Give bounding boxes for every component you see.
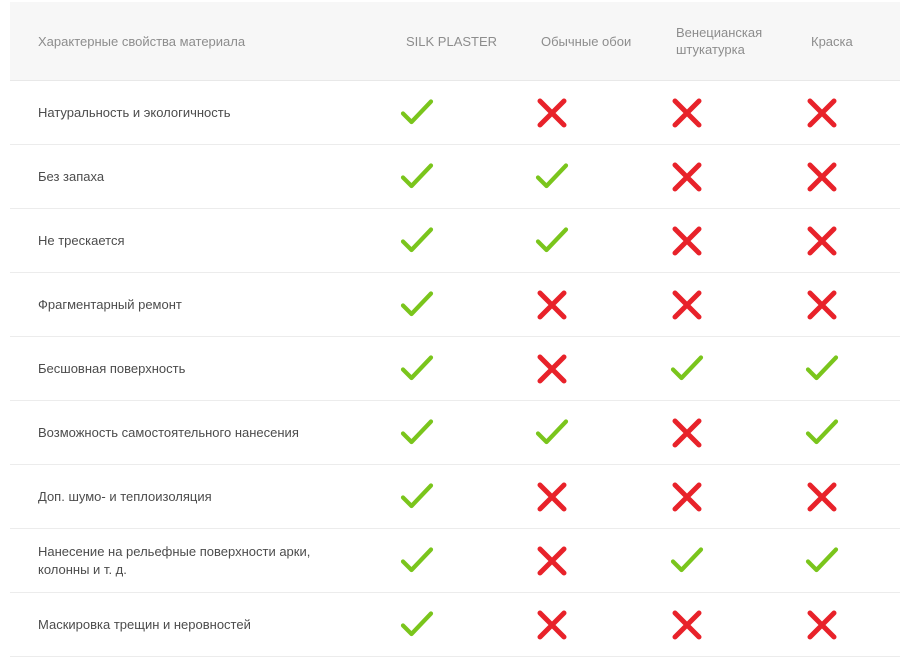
header-kraska [783, 2, 900, 81]
feature-label: Бесшовная поверхность [10, 337, 378, 401]
mark-cell [378, 401, 513, 465]
check-icon [400, 160, 434, 194]
check-icon [805, 352, 839, 386]
cross-icon [670, 480, 704, 514]
mark-cell [783, 401, 900, 465]
cross-icon [535, 608, 569, 642]
mark-cell [783, 529, 900, 593]
mark-cell [783, 273, 900, 337]
cross-icon [805, 480, 839, 514]
mark-cell [648, 401, 783, 465]
feature-label: Без запаха [10, 145, 378, 209]
table-row [10, 337, 900, 401]
feature-label: Доп. шумо- и теплоизоляция [10, 465, 378, 529]
table-row [10, 529, 900, 593]
mark-cell [513, 337, 648, 401]
mark-cell [783, 209, 900, 273]
header-obychnye-oboi-label: Обычные обои [541, 33, 632, 49]
mark-cell [648, 273, 783, 337]
check-icon [670, 544, 704, 578]
mark-cell [783, 337, 900, 401]
feature-label: Не трескается [10, 209, 378, 273]
header-venecianskaya-shtukaturka-label: Венецианская штукатурка [676, 25, 763, 57]
mark-cell [378, 465, 513, 529]
table-row [10, 209, 900, 273]
mark-cell [648, 145, 783, 209]
mark-cell [378, 273, 513, 337]
table-header-row [10, 2, 900, 81]
mark-cell [513, 465, 648, 529]
check-icon [805, 416, 839, 450]
cross-icon [670, 416, 704, 450]
cross-icon [805, 224, 839, 258]
feature-label: Нанесение на рельефные поверхности арки, колонны и т. д. [10, 529, 378, 593]
mark-cell [378, 81, 513, 145]
mark-cell [783, 145, 900, 209]
cross-icon [670, 608, 704, 642]
mark-cell [513, 401, 648, 465]
check-icon [535, 224, 569, 258]
check-icon [400, 352, 434, 386]
cross-icon [535, 544, 569, 578]
mark-cell [513, 81, 648, 145]
check-icon [535, 160, 569, 194]
header-silk-plaster-label: SILK PLASTER [406, 33, 498, 49]
table-row [10, 273, 900, 337]
cross-icon [670, 96, 704, 130]
comparison-table-container [10, 0, 890, 657]
cross-icon [535, 352, 569, 386]
cross-icon [535, 96, 569, 130]
check-icon [400, 224, 434, 258]
check-icon [400, 544, 434, 578]
cross-icon [535, 288, 569, 322]
table-row [10, 145, 900, 209]
check-icon [400, 608, 434, 642]
mark-cell [648, 465, 783, 529]
mark-cell [648, 81, 783, 145]
mark-cell [648, 337, 783, 401]
cross-icon [805, 160, 839, 194]
cross-icon [805, 288, 839, 322]
check-icon [670, 352, 704, 386]
feature-label: Возможность самостоятельного нанесения [10, 401, 378, 465]
mark-cell [513, 593, 648, 657]
header-silk-plaster [378, 2, 513, 81]
cross-icon [670, 224, 704, 258]
mark-cell [378, 337, 513, 401]
mark-cell [648, 209, 783, 273]
mark-cell [783, 593, 900, 657]
header-venecianskaya-shtukaturka [648, 2, 783, 81]
check-icon [535, 416, 569, 450]
mark-cell [513, 273, 648, 337]
table-row [10, 593, 900, 657]
header-feature [10, 2, 378, 81]
check-icon [400, 96, 434, 130]
feature-label: Натуральность и экологичность [10, 81, 378, 145]
check-icon [400, 416, 434, 450]
mark-cell [378, 529, 513, 593]
table-body [10, 81, 900, 657]
cross-icon [535, 480, 569, 514]
cross-icon [670, 288, 704, 322]
cross-icon [670, 160, 704, 194]
mark-cell [783, 465, 900, 529]
table-header [10, 2, 900, 81]
header-feature-label: Характерные свойства материала [38, 33, 246, 49]
check-icon [805, 544, 839, 578]
mark-cell [783, 81, 900, 145]
header-kraska-label: Краска [811, 33, 853, 49]
check-icon [400, 480, 434, 514]
table-row [10, 465, 900, 529]
feature-label: Фрагментарный ремонт [10, 273, 378, 337]
mark-cell [648, 529, 783, 593]
mark-cell [648, 593, 783, 657]
mark-cell [378, 593, 513, 657]
header-obychnye-oboi [513, 2, 648, 81]
mark-cell [513, 529, 648, 593]
mark-cell [378, 209, 513, 273]
mark-cell [378, 145, 513, 209]
table-row [10, 81, 900, 145]
feature-label: Маскировка трещин и неровностей [10, 593, 378, 657]
cross-icon [805, 96, 839, 130]
mark-cell [513, 209, 648, 273]
check-icon [400, 288, 434, 322]
mark-cell [513, 145, 648, 209]
material-comparison-table [10, 2, 900, 657]
table-row [10, 401, 900, 465]
cross-icon [805, 608, 839, 642]
